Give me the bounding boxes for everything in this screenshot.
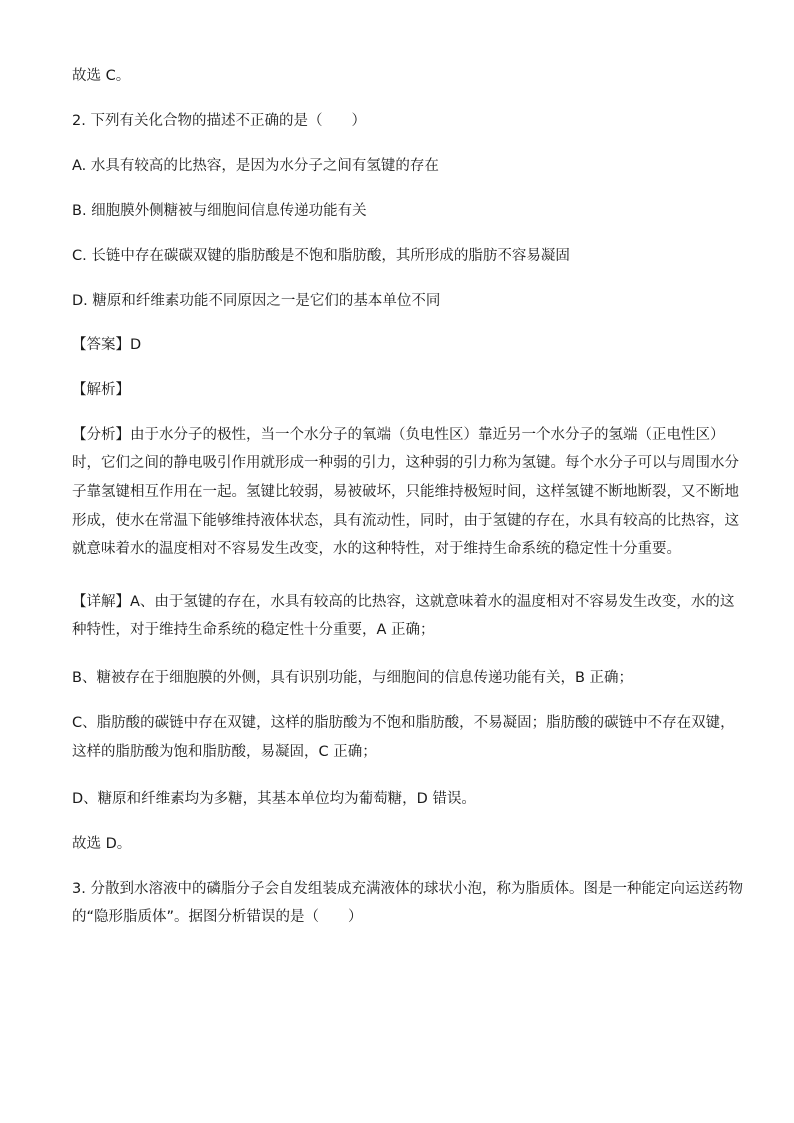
analysis-line: 【分析】由于水分子的极性，当一个水分子的氧端（负电性区）靠近另一个水分子的氢端（正电性区） xyxy=(72,427,725,443)
detail-c: C、脂肪酸的碳链中存在双键，这样的脂肪酸为不饱和脂肪酸，不易凝固；脂肪酸的碳链中不存在双键， xyxy=(72,715,735,731)
q2-option-d: D. 糖原和纤维素功能不同原因之一是它们的基本单位不同 xyxy=(72,293,441,309)
q2-option-a: A. 水具有较高的比热容，是因为水分子之间有氢键的存在 xyxy=(72,158,439,174)
analysis-line: 时，它们之间的静电吸引作用就形成一种弱的引力，这种弱的引力称为氢键。每个水分子可以与周围水分 xyxy=(72,455,739,471)
analysis-line: 就意味着水的温度相对不容易发生改变，水的这种特性，对于维持生命系统的稳定性十分重要。 xyxy=(72,541,681,557)
q3-stem: 3. 分散到水溶液中的磷脂分子会自发组装成充满液体的球状小泡，称为脂质体。图是一种能定向运送药物 xyxy=(72,881,743,897)
q2-answer xyxy=(72,335,141,355)
answer-tag: 【答案】 xyxy=(72,337,130,353)
analysis-header: 【解析】 xyxy=(72,382,130,398)
detail-line: 种特性，对于维持生命系统的稳定性十分重要，A 正确； xyxy=(72,622,435,638)
prev-conclusion: 故选 C。 xyxy=(72,68,131,84)
analysis-line: 形成，使水在常温下能够维持液体状态，具有流动性，同时，由于氢键的存在，水具有较高的比热容，这 xyxy=(72,513,739,529)
detail-c: 这样的脂肪酸为饱和脂肪酸，易凝固，C 正确； xyxy=(72,744,377,760)
q2-option-b: B. 细胞膜外侧糖被与细胞间信息传递功能有关 xyxy=(72,203,367,219)
detail-line: 【详解】A、由于氢键的存在，水具有较高的比热容，这就意味着水的温度相对不容易发生改变，水的这 xyxy=(72,594,735,610)
q2-conclusion: 故选 D。 xyxy=(72,836,132,852)
analysis-line: 子靠氢键相互作用在一起。氢键比较弱，易被破坏，只能维持极短时间，这样氢键不断地断裂，又不断地 xyxy=(72,484,739,500)
detail-d: D、糖原和纤维素均为多糖，其基本单位均为葡萄糖，D 错误。 xyxy=(72,791,476,807)
q2-option-c: C. 长链中存在碳碳双键的脂肪酸是不饱和脂肪酸，其所形成的脂肪不容易凝固 xyxy=(72,248,570,264)
answer-value: D xyxy=(130,337,142,353)
q3-stem: 的“隐形脂质体”。据图分析错误的是（ ） xyxy=(72,909,363,925)
detail-b: B、糖被存在于细胞膜的外侧，具有识别功能，与细胞间的信息传递功能有关，B 正确； xyxy=(72,670,634,686)
q2-stem: 2. 下列有关化合物的描述不正确的是（ ） xyxy=(72,113,366,129)
